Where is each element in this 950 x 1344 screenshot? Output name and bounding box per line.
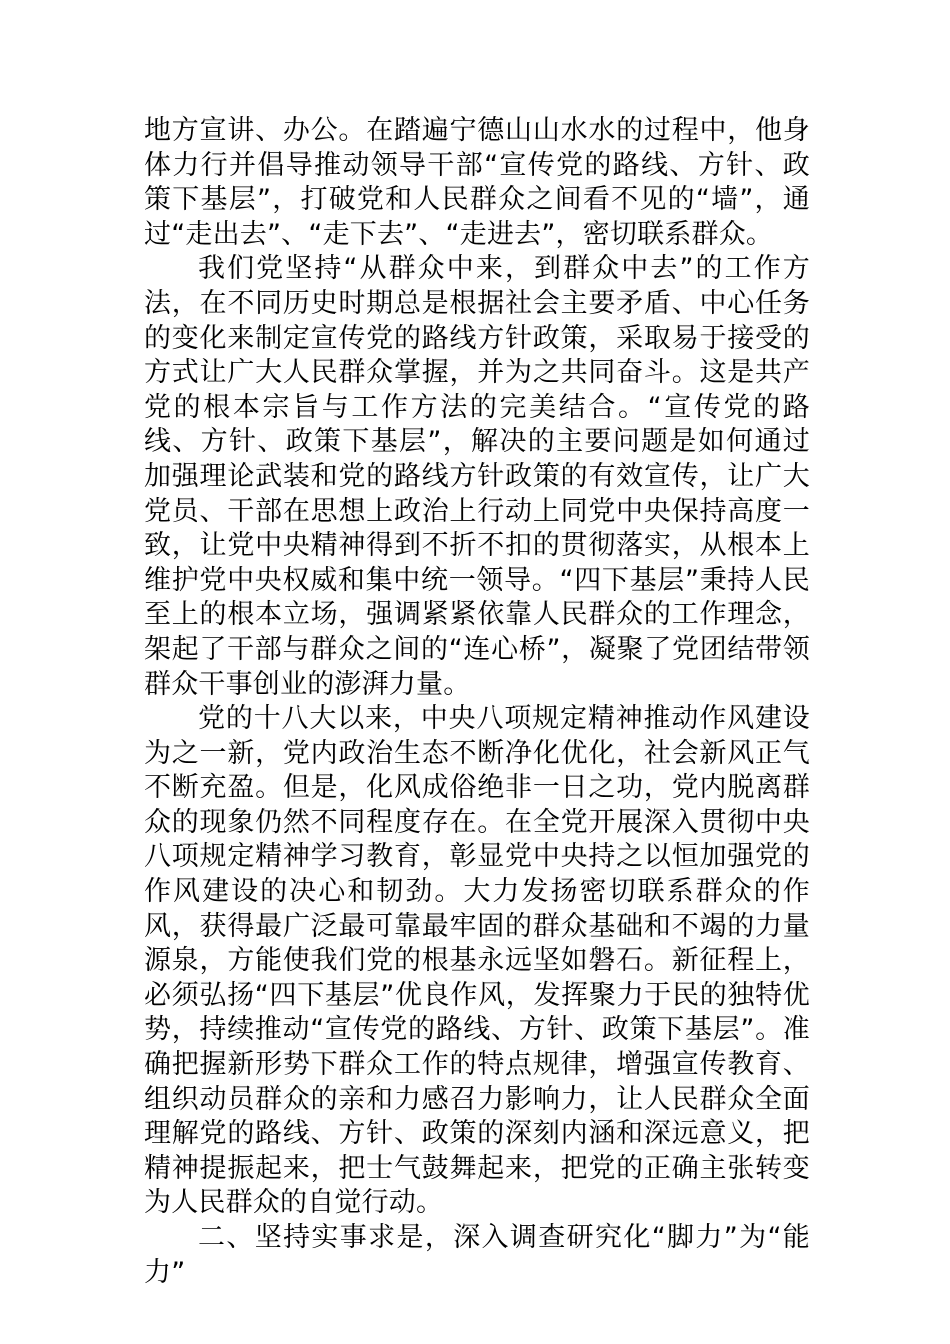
paragraph-1: 地方宣讲、办公。在踏遍宁德山山水水的过程中，他身体力行并倡导推动领导干部“宣传党的路线、方针、政策下基层”，打破党和人民群众之间看不见的“墙”，通过“走出去”、“走下去”、“走进去”，密切联系群众。 xyxy=(144,115,810,250)
document-body xyxy=(144,114,810,1290)
paragraph-3: 党的十八大以来，中央八项规定精神推动作风建设为之一新，党内政治生态不断净化优化，社会新风正气不断充盈。但是，化风成俗绝非一日之功，党内脱离群众的现象仍然不同程度存在。在全党开展深入贯彻中央八项规定精神学习教育，彰显党中央持之以恒加强党的作风建设的决心和韧劲。大力发扬密切联系群众的作风，获得最广泛最可靠最牢固的群众基础和不竭的力量源泉，方能使我们党的根基永远坚如磐石。新征程上，必须弘扬“四下基层”优良作风，发挥聚力于民的独特优势，持续推动“宣传党的路线、方针、政策下基层”。准确把握新形势下群众工作的特点规律，增强宣传教育、组织动员群众的亲和力感召力影响力，让人民群众全面理解党的路线、方针、政策的深刻内涵和深远意义，把精神提振起来，把士气鼓舞起来，把党的正确主张转变为人民群众的自觉行动。 xyxy=(144,703,810,1219)
paragraph-2: 我们党坚持“从群众中来，到群众中去”的工作方法，在不同历史时期总是根据社会主要矛盾、中心任务的变化来制定宣传党的路线方针政策，采取易于接受的方式让广大人民群众掌握，并为之共同奋斗。这是共产党的根本宗旨与工作方法的完美结合。“宣传党的路线、方针、政策下基层”，解决的主要问题是如何通过加强理论武装和党的路线方针政策的有效宣传，让广大党员、干部在思想上政治上行动上同党中央保持高度一致，让党中央精神得到不折不扣的贯彻落实，从根本上维护党中央权威和集中统一领导。“四下基层”秉持人民至上的根本立场，强调紧紧依靠人民群众的工作理念，架起了干部与群众之间的“连心桥”，凝聚了党团结带领群众干事创业的澎湃力量。 xyxy=(144,253,810,700)
section-heading: 二、坚持实事求是，深入调查研究化“脚力”为“能力” xyxy=(144,1222,810,1288)
